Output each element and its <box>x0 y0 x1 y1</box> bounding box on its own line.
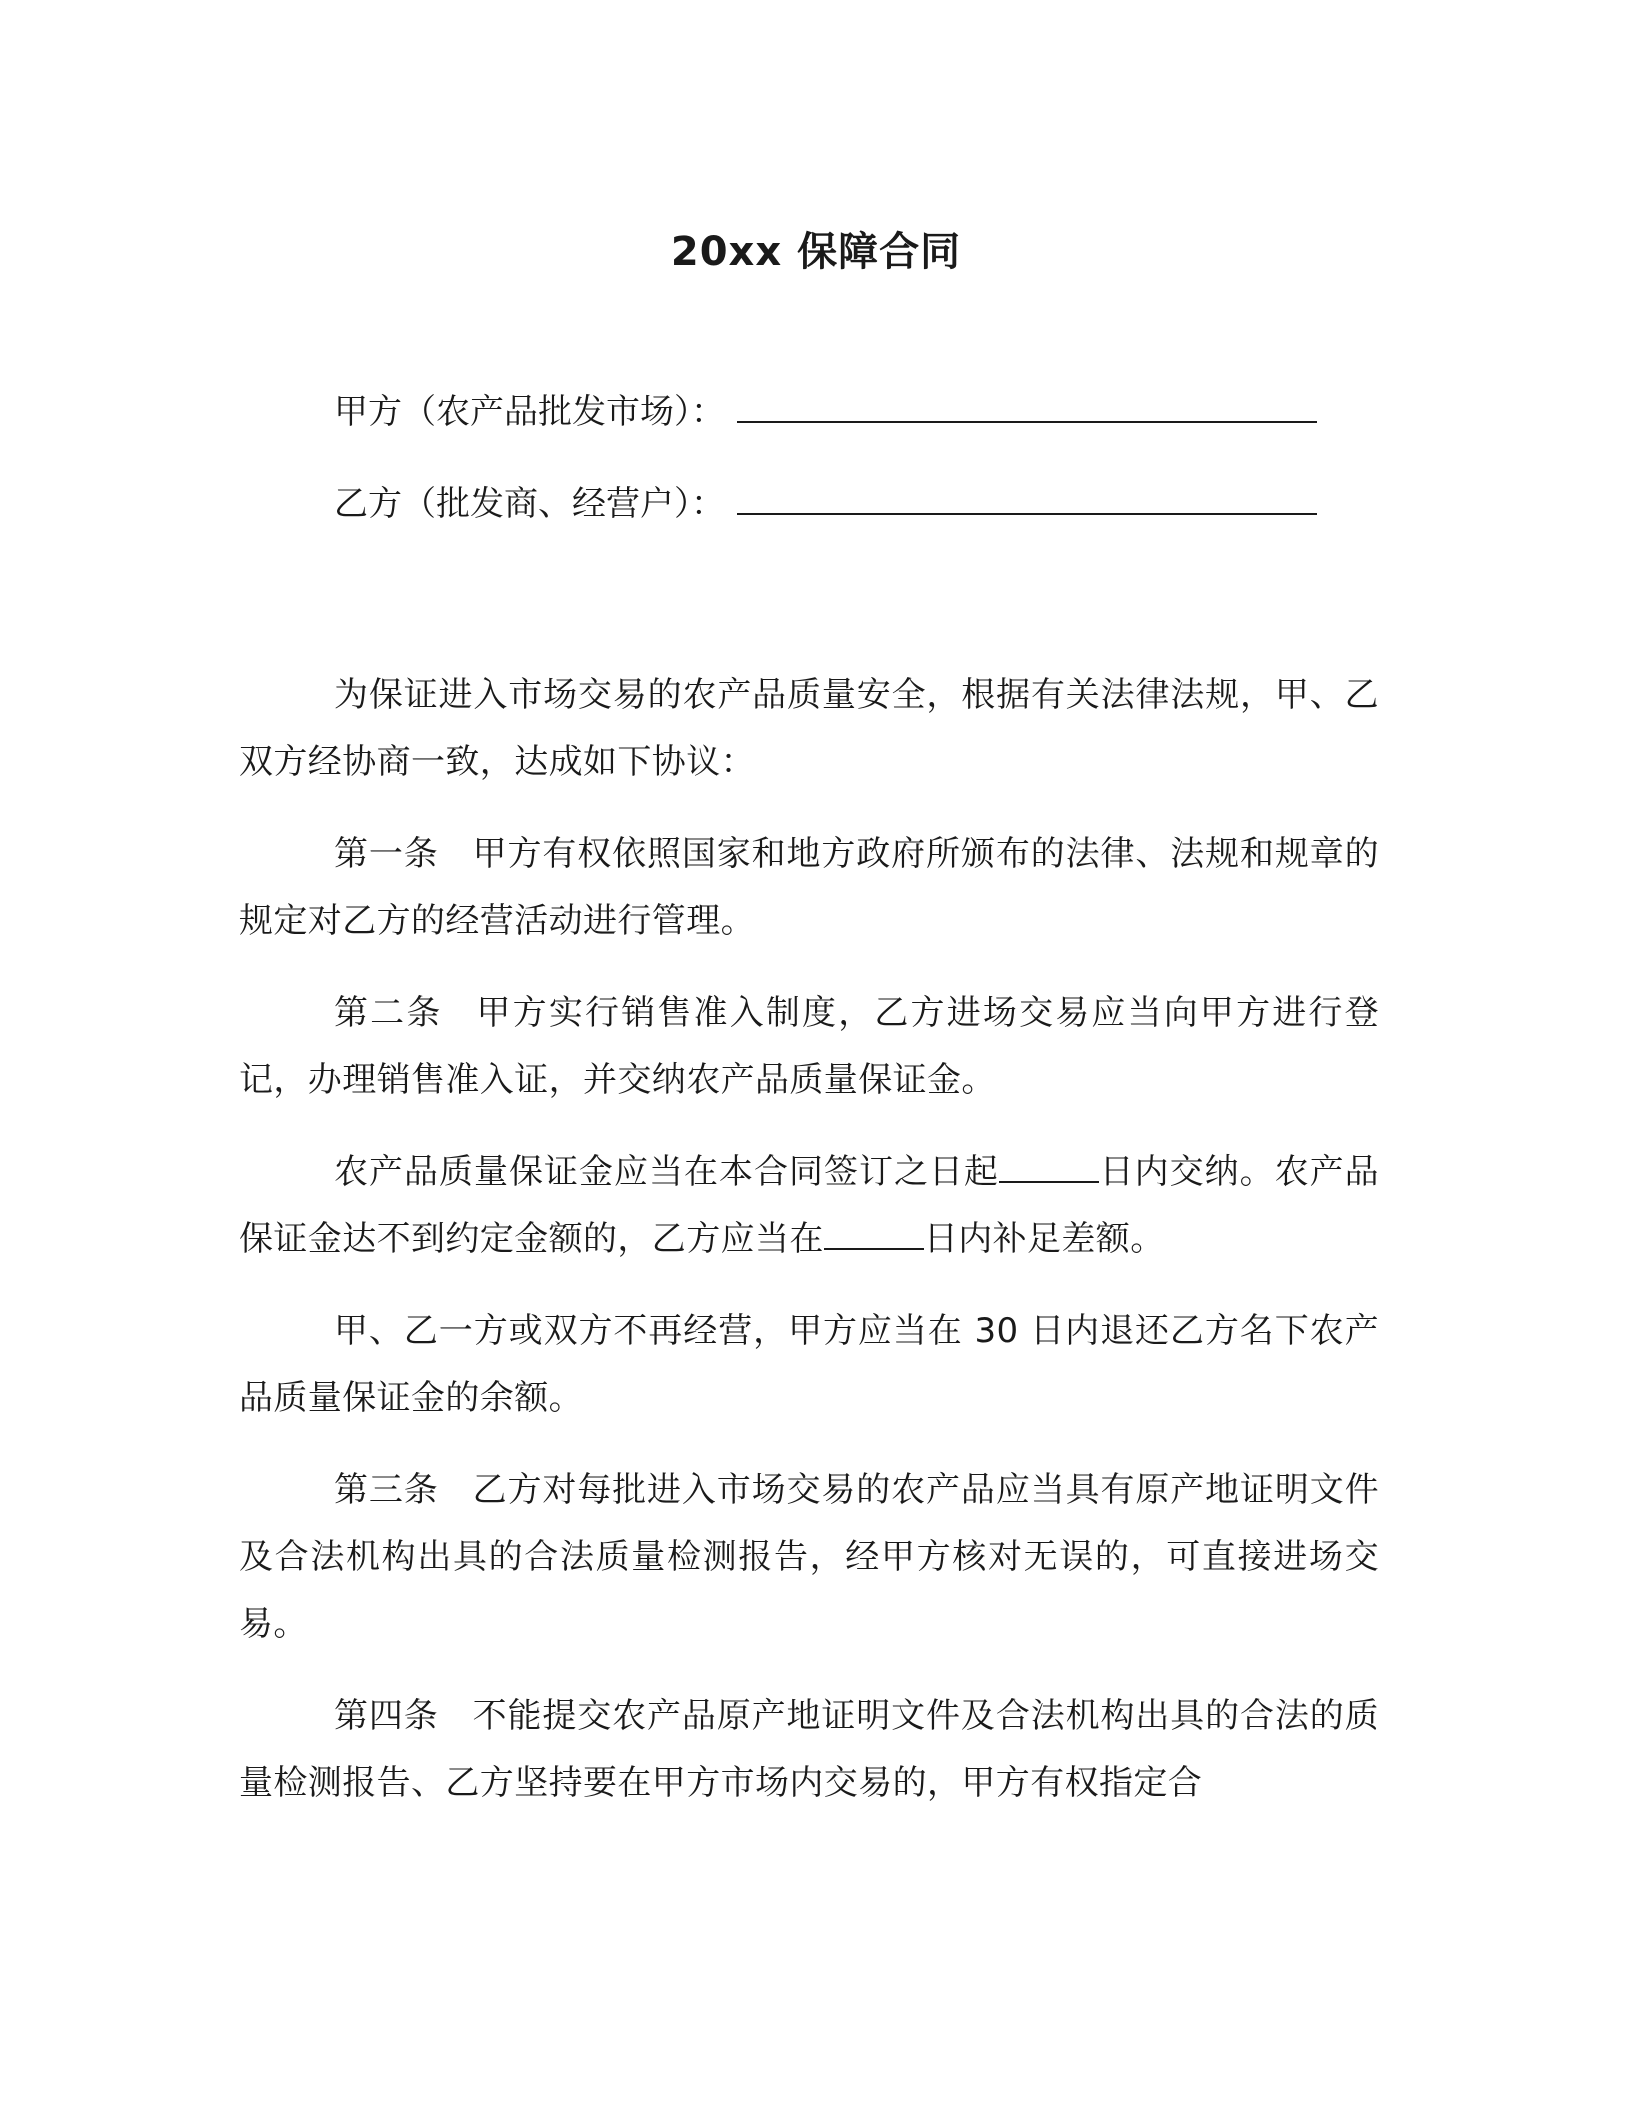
article-1-paragraph <box>239 821 1379 955</box>
deposit-text-1: 农产品质量保证金应当在本合同签订之日起 <box>334 1152 999 1192</box>
article-1-text: 甲方有权依照国家和地方政府所颁布的法律、法规和规章的规定对乙方的经营活动进行管理。 <box>239 834 1379 941</box>
deposit-text-3: 日内补足差额。 <box>923 1219 1165 1259</box>
party-b-blank <box>737 483 1317 515</box>
preamble-paragraph: 为保证进入市场交易的农产品质量安全，根据有关法律法规，甲、乙双方经协商一致，达成如下协议： <box>239 675 1379 782</box>
refund-paragraph: 甲、乙一方或双方不再经营，甲方应当在 30 日内退还乙方名下农产品质量保证金的余额。 <box>239 1311 1379 1418</box>
deposit-text-2: 日内交纳。农产品保证金达不到约定金额的，乙方应当在 <box>239 1152 1379 1259</box>
article-2-text: 甲方实行销售准入制度，乙方进场交易应当向甲方进行登记，办理销售准入证，并交纳农产品质量保证金。 <box>239 993 1379 1100</box>
deposit-days-blank <box>999 1151 1099 1183</box>
topup-days-blank <box>824 1218 924 1250</box>
party-b-label: 乙方（批发商、经营户）： <box>334 484 725 524</box>
article-2-number: 第二条 <box>334 993 443 1033</box>
article-1-number: 第一条 <box>334 834 439 874</box>
document-title: 20xx 保障合同 <box>670 229 962 275</box>
article-4-text: 不能提交农产品原产地证明文件及合法机构出具的合法的质量检测报告、乙方坚持要在甲方市场内交易的，甲方有权指定合 <box>239 1696 1379 1803</box>
article-3-number: 第三条 <box>334 1470 439 1510</box>
party-a-label: 甲方（农产品批发市场）： <box>334 392 725 432</box>
article-4-number: 第四条 <box>334 1696 439 1736</box>
article-3-paragraph <box>239 1457 1379 1658</box>
party-a-line <box>334 388 1317 436</box>
party-b-line <box>334 480 1317 528</box>
article-3-text: 乙方对每批进入市场交易的农产品应当具有原产地证明文件及合法机构出具的合法质量检测报告，经甲方核对无误的，可直接进场交易。 <box>239 1470 1379 1644</box>
party-a-blank <box>737 391 1317 423</box>
deposit-paragraph <box>239 1139 1379 1273</box>
article-4-paragraph <box>239 1683 1379 1817</box>
contract-body <box>239 662 1379 1842</box>
article-2-paragraph <box>239 980 1379 1114</box>
